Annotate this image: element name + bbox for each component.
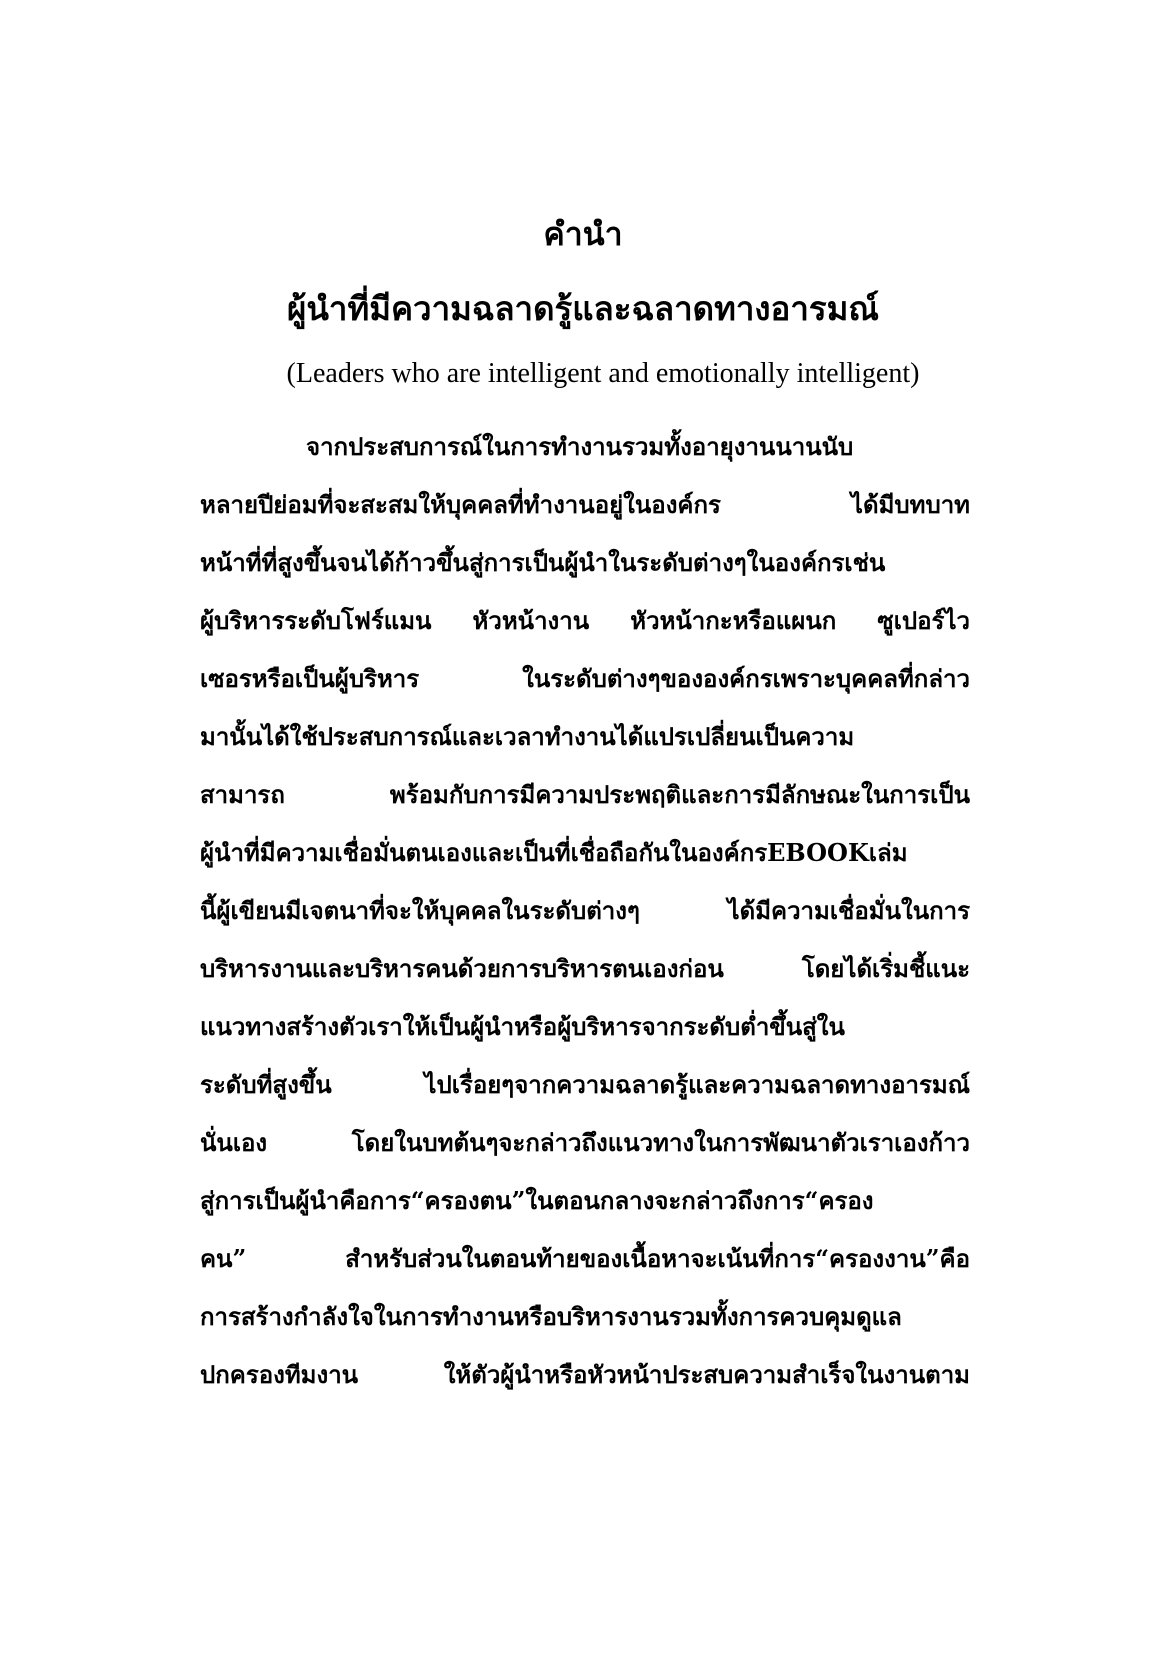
body-line: มานั้นได้ใช้ประสบการณ์และเวลาทำงานได้แปรเปลี่ยนเป็นความ — [200, 722, 855, 751]
body-paragraph — [200, 418, 970, 1404]
body-line: การสร้างกำลังใจในการทำงานหรือบริหารงานรวมทั้งการควบคุมดูแล — [200, 1302, 902, 1331]
body-line: คน” สำหรับส่วนในตอนท้ายของเนื้อหาจะเน้นที่การ“ครองงาน”คือ — [200, 1244, 970, 1273]
body-line: หลายปีย่อมที่จะสะสมให้บุคคลที่ทำงานอยู่ในองค์กร ได้มีบทบาท — [200, 490, 970, 519]
body-line: หน้าที่ที่สูงขึ้นจนได้ก้าวขึ้นสู่การเป็นผู้นำในระดับต่างๆในองค์กรเช่น — [200, 548, 886, 577]
body-line: ปกครองทีมงาน ให้ตัวผู้นำหรือหัวหน้าประสบความสำเร็จในงานตาม — [200, 1360, 970, 1389]
body-line: นั่นเอง โดยในบทต้นๆจะกล่าวถึงแนวทางในการพัฒนาตัวเราเองก้าว — [200, 1128, 970, 1157]
page-title: คำนำ — [543, 215, 623, 253]
page-subtitle: ผู้นำที่มีความฉลาดรู้และฉลาดทางอารมณ์ — [287, 289, 879, 328]
body-line: จากประสบการณ์ในการทำงานรวมทั้งอายุงานนานนับ — [306, 432, 854, 461]
body-line: ระดับที่สูงขึ้น ไปเรื่อยๆจากความฉลาดรู้และความฉลาดทางอารมณ์ — [200, 1070, 970, 1099]
body-line: สามารถ พร้อมกับการมีความประพฤติและการมีลักษณะในการเป็น — [200, 780, 970, 809]
body-line: ผู้นำที่มีความเชื่อมั่นตนเองและเป็นที่เชื่อถือกันในองค์กรEBOOKเล่ม — [200, 838, 908, 867]
english-subtitle: (Leaders who are intelligent and emotionally intelligent) — [286, 358, 920, 389]
body-line: สู่การเป็นผู้นำคือการ“ครองตน”ในตอนกลางจะกล่าวถึงการ“ครอง — [200, 1186, 874, 1215]
body-line: ผู้บริหารระดับโฟร์แมน หัวหน้างาน หัวหน้ากะหรือแผนก ซูเปอร์ไว — [200, 606, 970, 635]
body-line: บริหารงานและบริหารคนด้วยการบริหารตนเองก่อน โดยได้เริ่มชี้แนะ — [200, 954, 970, 983]
body-line: เซอรหรือเป็นผู้บริหาร ในระดับต่างๆขององค์กรเพราะบุคคลที่กล่าว — [200, 664, 970, 693]
body-line: แนวทางสร้างตัวเราให้เป็นผู้นำหรือผู้บริหารจากระดับต่ำขึ้นสู่ใน — [200, 1012, 845, 1041]
body-line: นี้ผู้เขียนมีเจตนาที่จะให้บุคคลในระดับต่างๆ ได้มีความเชื่อมั่นในการ — [200, 896, 970, 925]
